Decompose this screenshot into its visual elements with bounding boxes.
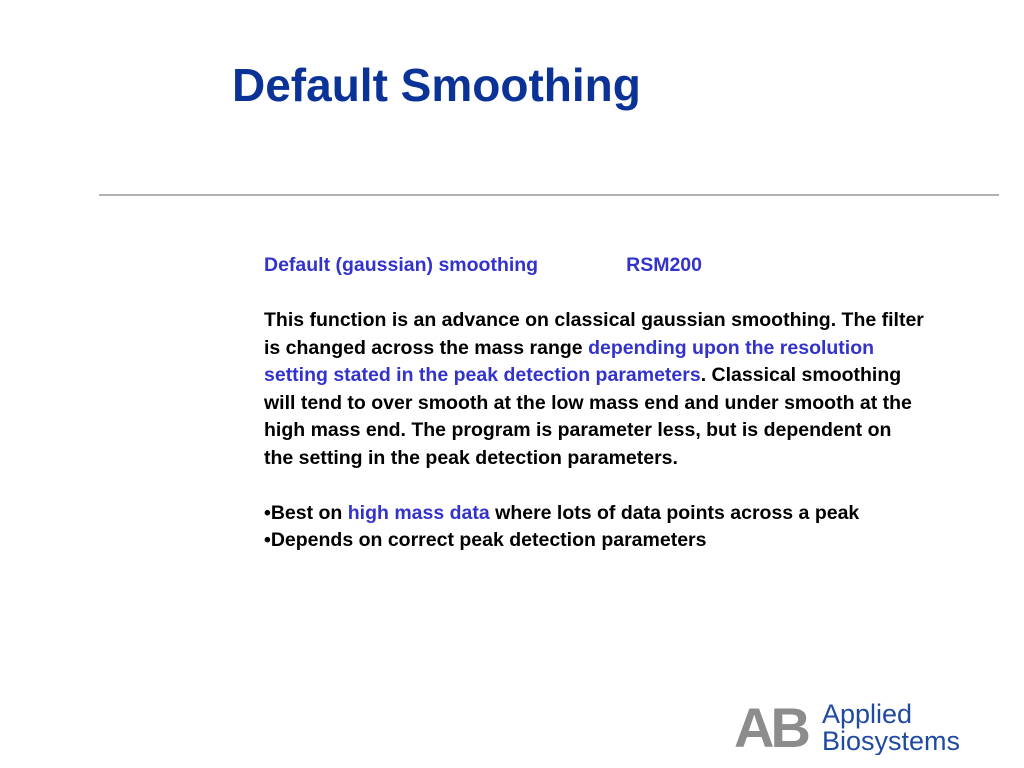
heading-label: Default (gaussian) smoothing [264,254,539,276]
paragraph-text-1: This function is an advance on classical gaussian smoothing. The filter is changed across the mass range [264,309,924,359]
slide-body [264,252,924,555]
slide-title: Default Smoothing [232,59,641,111]
bullet-list [264,500,924,555]
ab-logo-mark: AB [734,697,807,755]
bullet-item [264,500,924,528]
applied-biosystems-logo [734,697,979,755]
body-heading [264,252,924,280]
paragraph-text-2: . Classical smoothing will tend to over smooth at the low mass end and under smooth at the high mass end. The program is parameter less, but is dependent on the setting in the peak detection parameters. [264,364,912,469]
bullet-1-prefix: •Best on [264,501,348,524]
title-divider [99,194,999,196]
logo-line-biosystems: Biosystems [822,726,961,755]
bullet-1-highlight: high mass data [347,501,490,524]
paragraph-highlight: depending upon the resolution setting stated in the peak detection parameters [264,336,875,386]
logo-line-applied: Applied [822,699,913,729]
model-label: RSM200 [626,254,702,276]
bullet-item: •Depends on correct peak detection parameters [264,529,707,551]
bullet-1-suffix: where lots of data points across a peak [489,501,860,524]
description-paragraph [264,307,924,472]
